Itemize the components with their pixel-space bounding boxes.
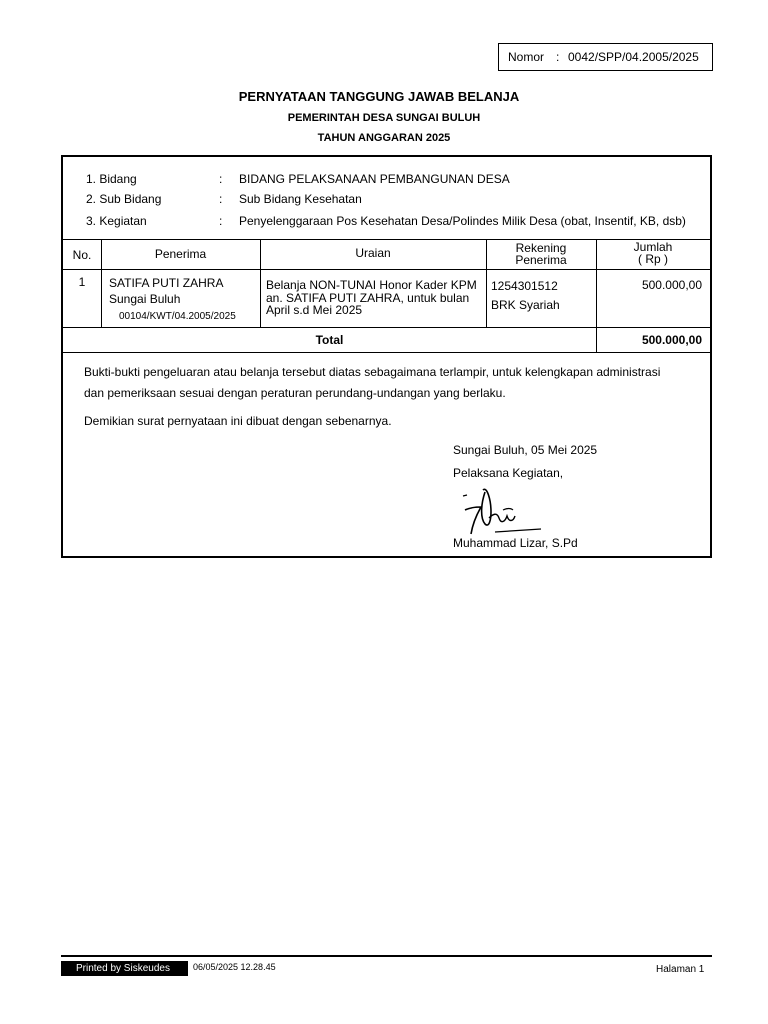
info-colon: : xyxy=(219,192,223,206)
table-header-border xyxy=(63,269,710,270)
printed-by-badge: Printed by Siskeudes xyxy=(61,961,188,976)
total-value: 500.000,00 xyxy=(641,333,702,347)
header-rekening: Rekening xyxy=(515,241,567,255)
statement-line-2: dan pemeriksaan sesuai dengan peraturan perundang-undangan yang berlaku. xyxy=(84,386,506,400)
info-row-bidang xyxy=(86,172,510,186)
signature-image xyxy=(455,482,545,542)
header-rekening-penerima: Penerima xyxy=(515,253,567,267)
row-rekening-no: 1254301512 xyxy=(491,279,558,293)
header-penerima: Penerima xyxy=(154,247,207,261)
info-value: BIDANG PELAKSANAAN PEMBANGUNAN DESA xyxy=(239,172,510,186)
footer-divider xyxy=(61,955,712,957)
info-value: Penyelenggaraan Pos Kesehatan Desa/Polindes Milik Desa (obat, Insentif, KB, dsb) xyxy=(239,214,686,228)
signer-role: Pelaksana Kegiatan, xyxy=(453,466,564,480)
header-uraian: Uraian xyxy=(355,246,391,260)
nomor-value: 0042/SPP/04.2005/2025 xyxy=(568,50,699,64)
statement-closing: Demikian surat pernyataan ini dibuat dengan sebenarnya. xyxy=(84,414,392,428)
info-colon: : xyxy=(219,172,223,186)
row-penerima-name: SATIFA PUTI ZAHRA xyxy=(109,276,224,290)
row-uraian-line2: an. SATIFA PUTI ZAHRA, untuk bulan xyxy=(266,291,470,305)
row-penerima-code: 00104/KWT/04.2005/2025 xyxy=(119,311,236,322)
document-subtitle: PEMERINTAH DESA SUNGAI BULUH xyxy=(287,112,481,124)
total-label: Total xyxy=(315,333,344,347)
nomor-label: Nomor xyxy=(508,50,545,64)
row-penerima-place: Sungai Buluh xyxy=(109,292,181,306)
row-rekening-bank: BRK Syariah xyxy=(491,298,560,312)
header-no: No. xyxy=(72,248,92,262)
signer-name: Muhammad Lizar, S.Pd xyxy=(453,536,578,550)
header-jumlah: Jumlah xyxy=(633,240,673,254)
info-row-sub-bidang xyxy=(86,192,362,206)
row-uraian-line3: April s.d Mei 2025 xyxy=(266,303,363,317)
statement-line-1: Bukti-bukti pengeluaran atau belanja tersebut diatas sebagaimana terlampir, untuk kelengkapan administrasi xyxy=(84,365,661,379)
info-row-kegiatan xyxy=(86,214,686,228)
header-jumlah-unit: ( Rp ) xyxy=(638,252,668,266)
document-title: PERNYATAAN TANGGUNG JAWAB BELANJA xyxy=(238,89,520,104)
table-total-border xyxy=(63,352,710,353)
info-colon: : xyxy=(219,214,223,228)
table-top-border xyxy=(63,239,710,240)
row-no: 1 xyxy=(78,275,86,289)
document-year: TAHUN ANGGARAN 2025 xyxy=(317,132,451,144)
table-row-border xyxy=(63,327,710,328)
nomor-box xyxy=(498,43,713,71)
nomor-colon: : xyxy=(556,50,560,64)
row-uraian-line1: Belanja NON-TUNAI Honor Kader KPM xyxy=(266,278,477,292)
info-key: 2. Sub Bidang xyxy=(86,192,162,206)
row-jumlah: 500.000,00 xyxy=(641,278,702,292)
page-number: Halaman 1 xyxy=(656,964,705,975)
main-frame xyxy=(61,155,712,558)
place-date: Sungai Buluh, 05 Mei 2025 xyxy=(453,443,598,457)
info-key: 1. Bidang xyxy=(86,172,137,186)
info-key: 3. Kegiatan xyxy=(86,214,147,228)
printed-date: 06/05/2025 12.28.45 xyxy=(193,962,276,972)
info-value: Sub Bidang Kesehatan xyxy=(239,192,362,206)
